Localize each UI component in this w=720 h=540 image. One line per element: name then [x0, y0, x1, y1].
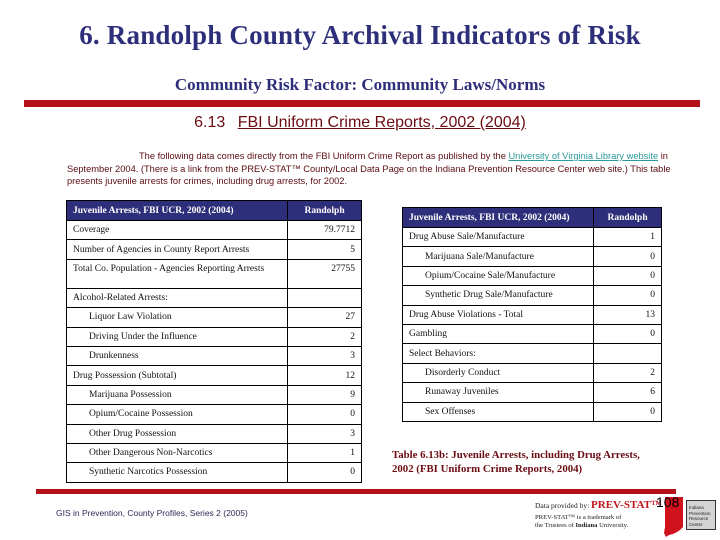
- table-header-row: [403, 208, 662, 228]
- row-value: 12: [288, 366, 362, 385]
- row-label: Number of Agencies in County Report Arrests: [67, 240, 288, 259]
- row-value: [288, 288, 362, 307]
- intro-paragraph: [67, 150, 673, 188]
- table-row: [67, 346, 362, 365]
- row-value: 1: [594, 228, 662, 247]
- table-row: [67, 443, 362, 462]
- row-label: Synthetic Drug Sale/Manufacture: [403, 286, 594, 305]
- table-row: [67, 288, 362, 307]
- juvenile-arrests-table-left: [66, 200, 362, 483]
- table-row: [67, 424, 362, 443]
- table-row: [67, 463, 362, 482]
- footer-series: GIS in Prevention, County Profiles, Series 2 (2005): [56, 508, 248, 518]
- row-label: Drug Abuse Sale/Manufacture: [403, 228, 594, 247]
- section-heading: [0, 114, 720, 132]
- row-label: Alcohol-Related Arrests:: [67, 288, 288, 307]
- table-row: [67, 221, 362, 240]
- prev-stat-brand: PREV-STAT™: [591, 499, 662, 511]
- row-label: Opium/Cocaine Possession: [67, 405, 288, 424]
- row-value: 3: [288, 346, 362, 365]
- row-label: Marijuana Possession: [67, 385, 288, 404]
- juvenile-arrests-table-right: [402, 207, 662, 422]
- column-header-indicator: Juvenile Arrests, FBI UCR, 2002 (2004): [67, 201, 288, 221]
- top-divider: [24, 100, 700, 107]
- trademark-line-1: PREV-STAT™ is a trademark of: [535, 514, 622, 521]
- row-label: Sex Offenses: [403, 402, 594, 421]
- trademark-text-end: University.: [597, 522, 629, 529]
- row-value: 2: [288, 327, 362, 346]
- row-label: Runaway Juveniles: [403, 383, 594, 402]
- row-value: 0: [288, 405, 362, 424]
- row-label: Synthetic Narcotics Possession: [67, 463, 288, 482]
- row-label: Drug Abuse Violations - Total: [403, 305, 594, 324]
- page-number: 108: [656, 494, 680, 510]
- table-row: [403, 247, 662, 266]
- page-title: 6. Randolph County Archival Indicators of Risk: [79, 20, 641, 50]
- table-row: [403, 305, 662, 324]
- row-label: Drunkenness: [67, 346, 288, 365]
- row-value: 9: [288, 385, 362, 404]
- trademark-indiana: Indiana: [575, 522, 598, 529]
- data-provided-by: [535, 499, 662, 511]
- table-row: [67, 308, 362, 327]
- table-caption: [392, 449, 702, 476]
- row-label: Driving Under the Influence: [67, 327, 288, 346]
- row-value: 1: [288, 443, 362, 462]
- row-value: 6: [594, 383, 662, 402]
- table-row: [403, 286, 662, 305]
- column-header-county: Randolph: [594, 208, 662, 228]
- caption-line-2: 2002 (FBI Uniform Crime Reports, 2004): [392, 462, 583, 475]
- row-value: 3: [288, 424, 362, 443]
- column-header-indicator: Juvenile Arrests, FBI UCR, 2002 (2004): [403, 208, 594, 228]
- row-value: 5: [288, 240, 362, 259]
- row-label: Select Behaviors:: [403, 344, 594, 363]
- table-row: [403, 344, 662, 363]
- row-label: Disorderly Conduct: [403, 363, 594, 382]
- row-value: 0: [594, 266, 662, 285]
- intro-text-end: in September 2004. (There is a link from the PREV-STAT™ County/Local Data Page on the Indiana Prevention Resource Center web site.) This table presents juvenile arrests for crimes, including drug arrests, for 2002.: [67, 151, 671, 186]
- table-header-row: [67, 201, 362, 221]
- row-value: 0: [594, 324, 662, 343]
- section-number: 6.13: [194, 114, 226, 131]
- table-row: [403, 383, 662, 402]
- row-label: Total Co. Population - Agencies Reporting Arrests: [67, 259, 288, 288]
- provided-by-label: Data provided by:: [535, 501, 592, 510]
- row-value: 0: [594, 247, 662, 266]
- iprc-logo: Indiana Prevention Resource Center: [686, 500, 716, 530]
- row-value: 0: [288, 463, 362, 482]
- row-value: 0: [594, 286, 662, 305]
- uva-library-link[interactable]: University of Virginia Library website: [508, 151, 659, 161]
- caption-line-1: Table 6.13b: Juvenile Arrests, including Drug Arrests,: [392, 449, 640, 461]
- table-row: [403, 324, 662, 343]
- row-label: Liquor Law Violation: [67, 308, 288, 327]
- row-value: 0: [594, 402, 662, 421]
- row-value: 13: [594, 305, 662, 324]
- table-row: [403, 266, 662, 285]
- row-label: Other Dangerous Non-Narcotics: [67, 443, 288, 462]
- row-label: Gambling: [403, 324, 594, 343]
- trademark-text: the Trustees of: [535, 522, 576, 529]
- table-row: [67, 385, 362, 404]
- page-subtitle: Community Risk Factor: Community Laws/Norms: [174, 75, 546, 94]
- row-value: 2: [594, 363, 662, 382]
- intro-text-start: The following data comes directly from the FBI Uniform Crime Report as published by the: [139, 151, 509, 161]
- row-label: Drug Possession (Subtotal): [67, 366, 288, 385]
- row-value: 79.7712: [288, 221, 362, 240]
- section-title-link[interactable]: FBI Uniform Crime Reports, 2002 (2004): [237, 114, 526, 131]
- row-value: 27755: [288, 259, 362, 288]
- table-row: [67, 259, 362, 288]
- table-row: [67, 240, 362, 259]
- row-label: Other Drug Possession: [67, 424, 288, 443]
- row-label: Coverage: [67, 221, 288, 240]
- row-value: [594, 344, 662, 363]
- row-value: 27: [288, 308, 362, 327]
- table-row: [403, 363, 662, 382]
- table-row: [67, 405, 362, 424]
- table-row: [403, 228, 662, 247]
- column-header-county: Randolph: [288, 201, 362, 221]
- table-row: [67, 327, 362, 346]
- table-row: [403, 402, 662, 421]
- table-row: [67, 366, 362, 385]
- row-label: Marijuana Sale/Manufacture: [403, 247, 594, 266]
- bottom-divider: [36, 489, 676, 494]
- row-label: Opium/Cocaine Sale/Manufacture: [403, 266, 594, 285]
